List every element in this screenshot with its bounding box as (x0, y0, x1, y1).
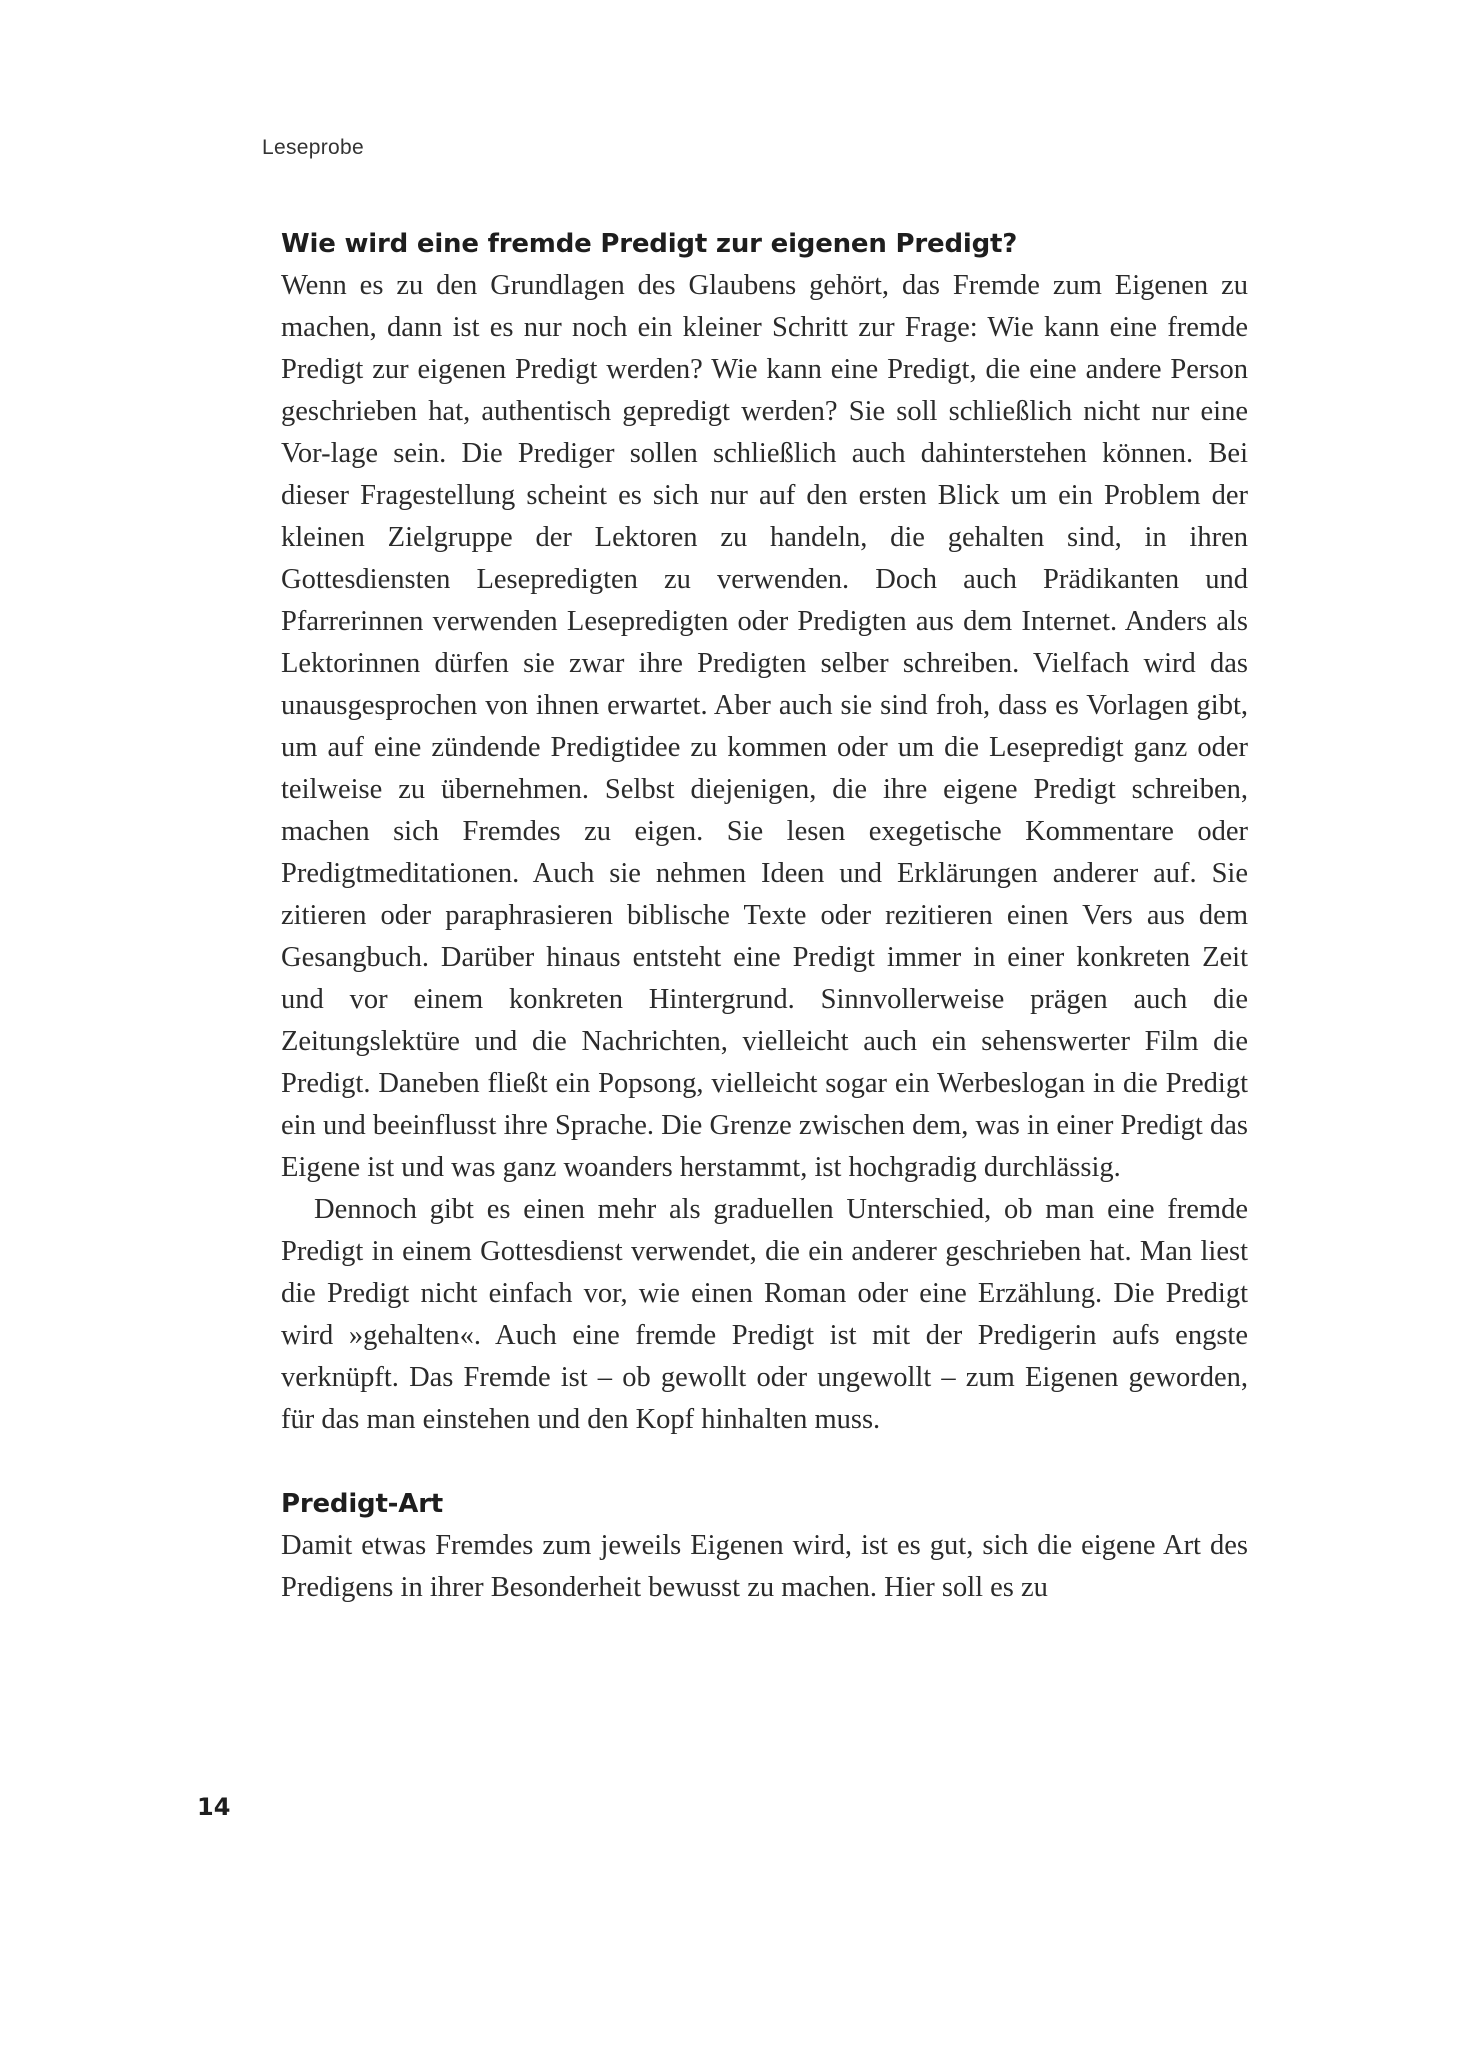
body-paragraph: Damit etwas Fremdes zum jeweils Eigenen wird, ist es gut, sich die eigene Art des Predigens in ihrer Besonderheit bewusst zu machen. Hier soll es zu (281, 1530, 1248, 1603)
section-predigt-art (281, 1483, 1248, 1609)
body-paragraph: Wenn es zu den Grundlagen des Glaubens gehört, das Fremde zum Eigenen zu machen, dann ist es nur noch ein kleiner Schritt zur Frage: Wie kann eine fremde Predigt zur eigenen Predigt werden? Wie kann eine Predigt, die eine andere Person geschrieben hat, authentisch gepredigt werden? Sie soll schließlich nicht nur eine Vor-lage sein. Die Prediger sollen schließlich auch dahinterstehen können. Bei dieser Fragestellung scheint es sich nur auf den ersten Blick um ein Problem der kleinen Zielgruppe der Lektoren zu handeln, die gehalten sind, in ihren Gottesdiensten Lesepredigten zu verwenden. Doch auch Prädikanten und Pfarrerinnen verwenden Lesepredigten oder Predigten aus dem Internet. Anders als Lektorinnen dürfen sie zwar ihre Predigten selber schreiben. Vielfach wird das unausgesprochen von ihnen erwartet. Aber auch sie sind froh, dass es Vorlagen gibt, um auf eine zündende Predigtidee zu kommen oder um die Lesepredigt ganz oder teilweise zu übernehmen. Selbst diejenigen, die ihre eigene Predigt schreiben, machen sich Fremdes zu eigen. Sie lesen exegetische Kommentare oder Predigtmeditationen. Auch sie nehmen Ideen und Erklärungen anderer auf. Sie zitieren oder paraphrasieren biblische Texte oder rezitieren einen Vers aus dem Gesangbuch. Darüber hinaus entsteht eine Predigt immer in einer konkreten Zeit und vor einem konkreten Hintergrund. Sinnvollerweise prägen auch die Zeitungslektüre und die Nachrichten, vielleicht auch ein sehenswerter Film die Predigt. Daneben fließt ein Popsong, vielleicht sogar ein Werbeslogan in die Predigt ein und beeinflusst ihre Sprache. Die Grenze zwischen dem, was in einer Predigt das Eigene ist und was ganz woanders herstammt, ist hochgradig durchlässig. (281, 270, 1248, 1183)
section-heading: Predigt-Art (281, 1489, 444, 1519)
page-body (281, 223, 1248, 1609)
page-number: 14 (197, 1793, 231, 1821)
section-heading: Wie wird eine fremde Predigt zur eigenen Predigt? (281, 229, 1018, 259)
body-paragraph: Dennoch gibt es einen mehr als graduellen Unterschied, ob man eine fremde Predigt in einem Gottesdienst verwendet, die ein anderer geschrieben hat. Man liest die Predigt nicht einfach vor, wie einen Roman oder eine Erzählung. Die Predigt wird »gehalten«. Auch eine fremde Predigt ist mit der Predigerin aufs engste verknüpft. Das Fremde ist – ob gewollt oder ungewollt – zum Eigenen geworden, für das man einstehen und den Kopf hinhalten muss. (281, 1194, 1248, 1435)
running-head: Leseprobe (262, 136, 364, 159)
section-fremde-predigt (281, 223, 1248, 1441)
